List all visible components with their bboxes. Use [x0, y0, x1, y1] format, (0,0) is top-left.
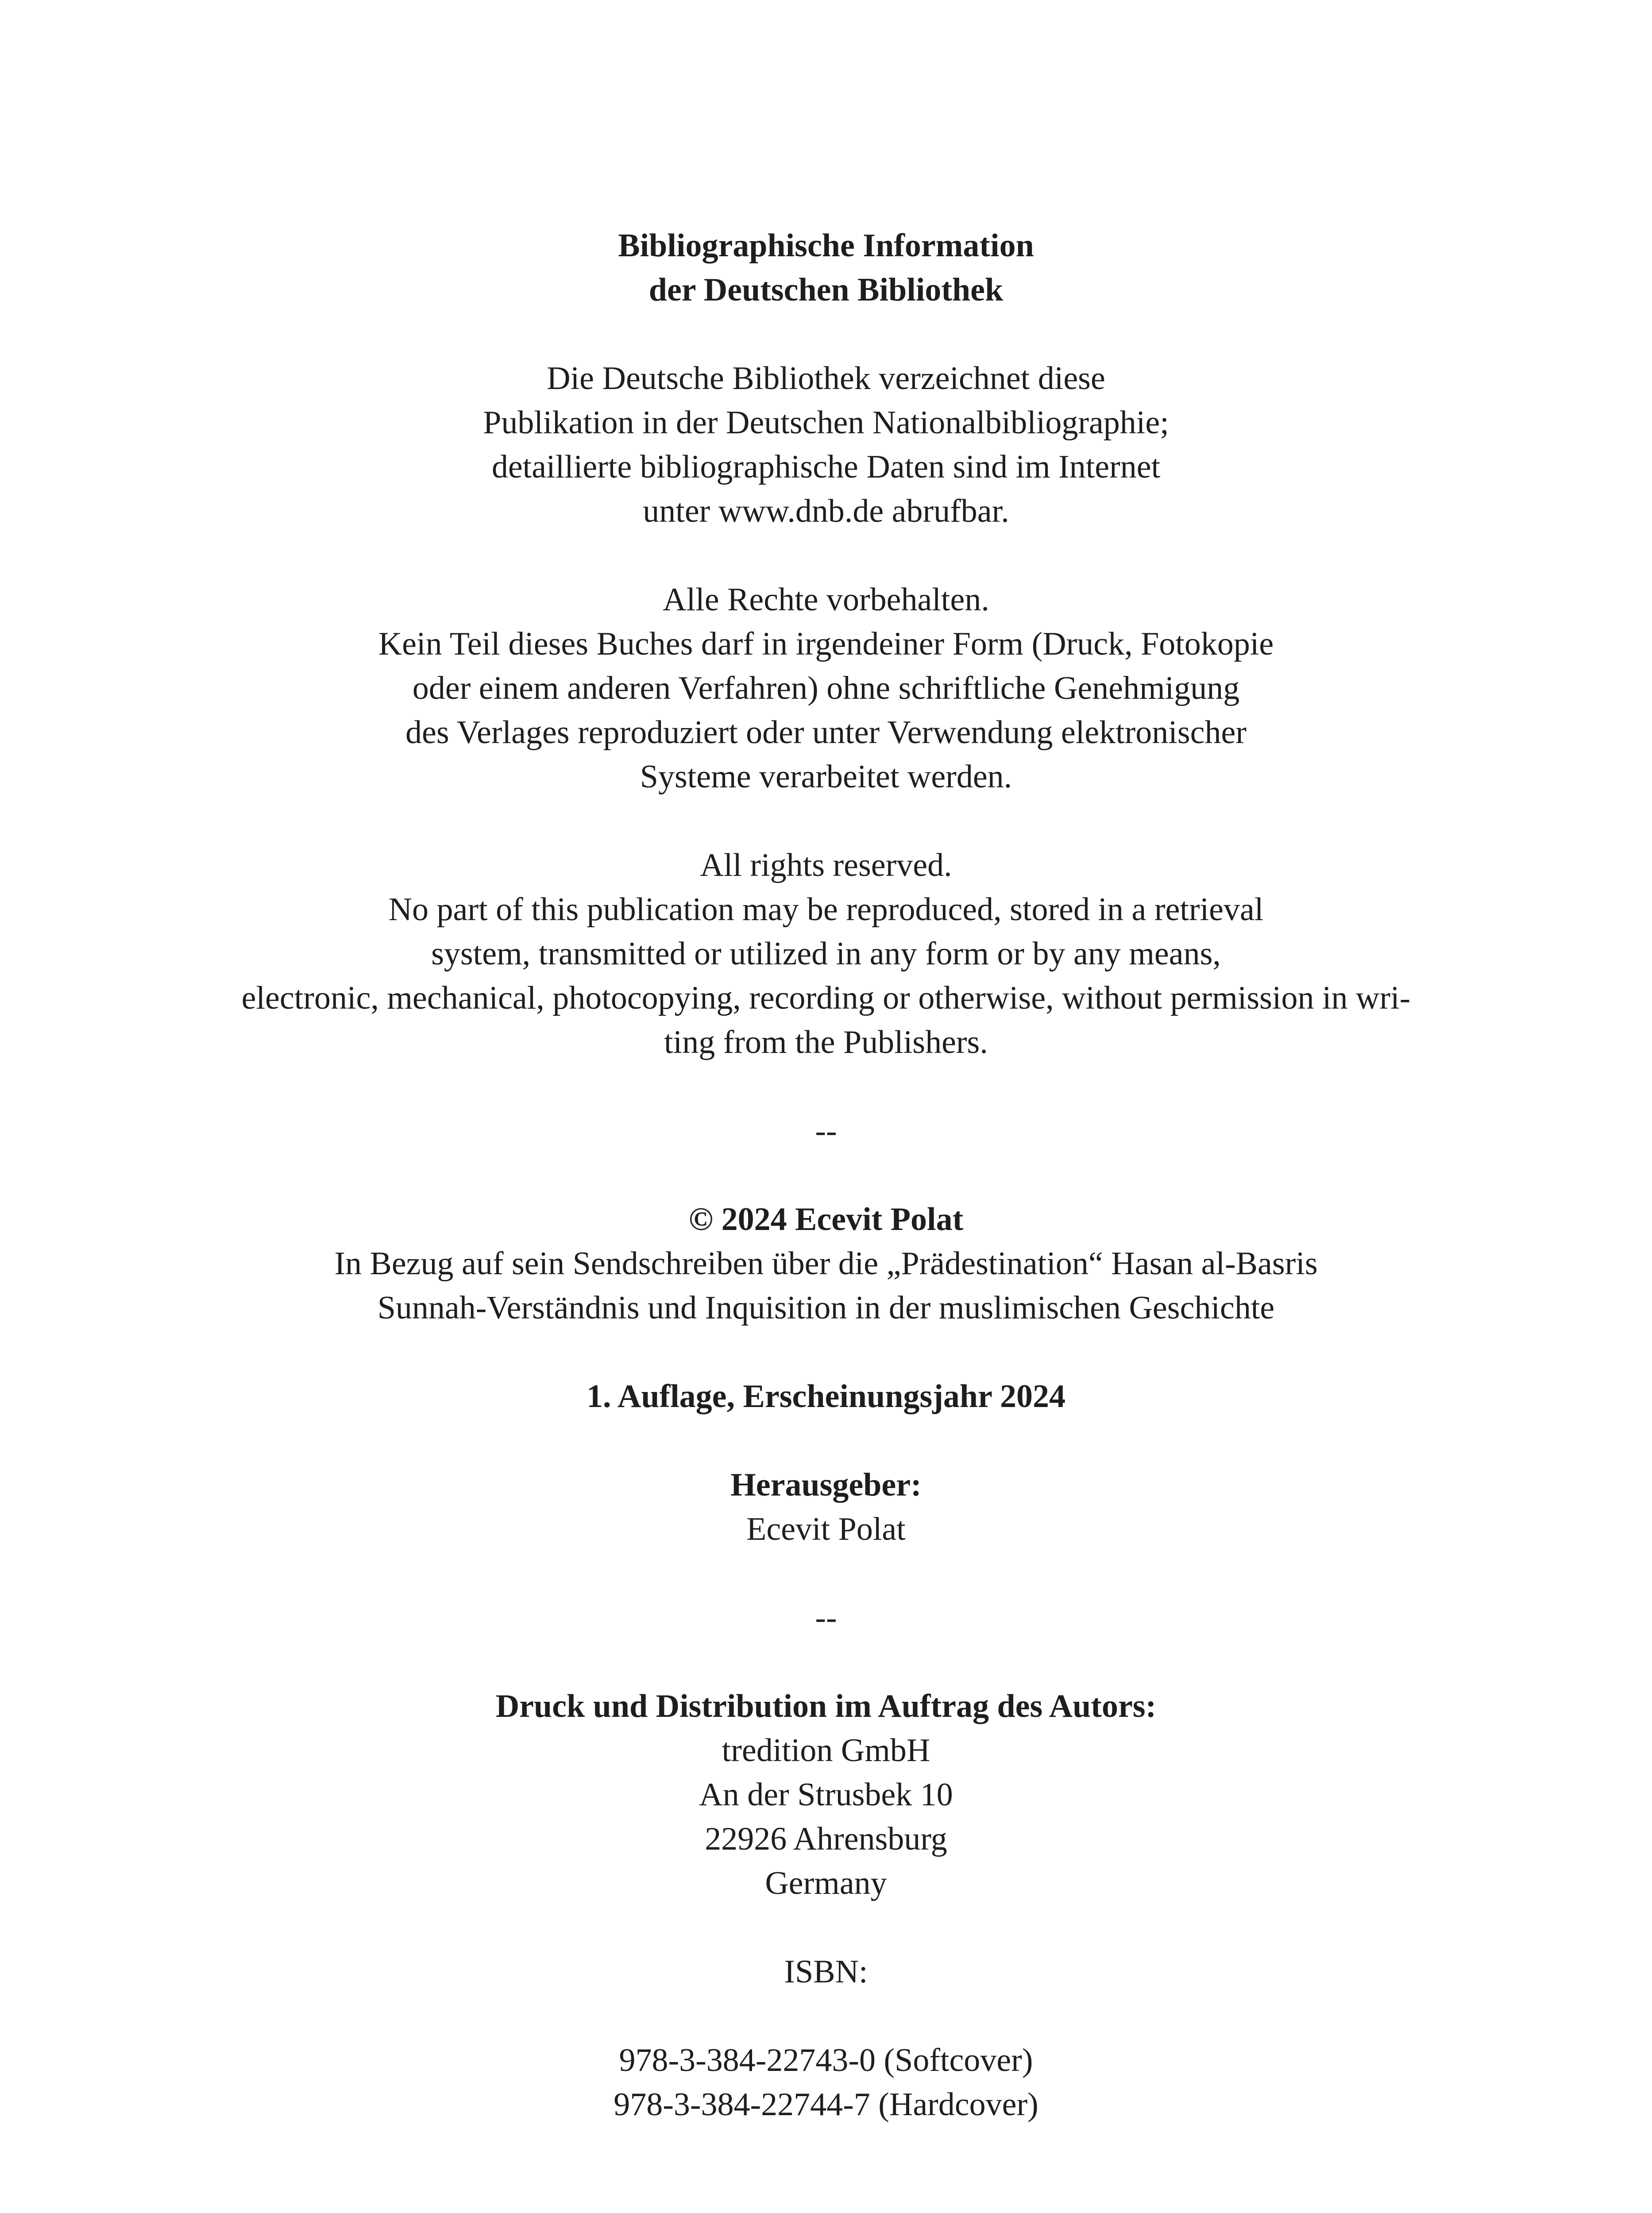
rights-english-line: electronic, mechanical, photocopying, recording or otherwise, without permission in wri- [241, 980, 1411, 1016]
bibliographic-notice-line: Die Deutsche Bibliothek verzeichnet diese [547, 360, 1105, 397]
rights-english [0, 843, 1652, 1064]
bibliographic-notice-line: unter www.dnb.de abrufbar. [643, 493, 1009, 529]
rights-english-line: ting from the Publishers. [664, 1024, 988, 1060]
copyright-line: © 2024 Ecevit Polat [688, 1201, 964, 1238]
bibliographic-notice-line: Publikation in der Deutschen Nationalbibliographie; [483, 405, 1169, 441]
bibliographic-section [0, 224, 1652, 312]
bibliographic-notice [0, 356, 1652, 533]
section-separator: -- [815, 1600, 837, 1636]
bibliographic-heading-line-2: der Deutschen Bibliothek [648, 272, 1004, 308]
isbn-numbers-section [0, 2038, 1652, 2127]
rights-english-line: No part of this publication may be reproduced, stored in a retrieval [388, 891, 1264, 928]
rights-german-line: Kein Teil dieses Buches darf in irgendeiner Form (Druck, Fotokopie [378, 626, 1274, 662]
isbn-label-section [0, 1950, 1652, 1994]
rights-english-line: All rights reserved. [700, 847, 952, 883]
book-title-line: Sunnah-Verständnis und Inquisition in der muslimischen Geschichte [377, 1290, 1275, 1326]
editor-name: Ecevit Polat [746, 1511, 906, 1547]
isbn-label: ISBN: [784, 1954, 868, 1990]
copyright-section [0, 1197, 1652, 1330]
rights-english-line: system, transmitted or utilized in any form or by any means, [431, 936, 1221, 972]
isbn-hardcover: 978-3-384-22744-7 (Hardcover) [614, 2086, 1038, 2123]
bibliographic-heading-line-1: Bibliographische Information [618, 227, 1034, 264]
address-line: An der Strusbek 10 [699, 1777, 953, 1813]
rights-german-line: Systeme verarbeitet werden. [640, 759, 1012, 795]
bibliographic-notice-line: detaillierte bibliographische Daten sind im Internet [491, 449, 1161, 485]
edition-section [0, 1374, 1652, 1419]
rights-german-line: des Verlages reproduziert oder unter Verwendung elektronischer [405, 714, 1247, 751]
isbn-softcover: 978-3-384-22743-0 (Softcover) [619, 2042, 1033, 2078]
rights-german-line: oder einem anderen Verfahren) ohne schriftliche Genehmigung [412, 670, 1240, 706]
address-line: tredition GmbH [722, 1732, 930, 1769]
address-line: Germany [765, 1865, 887, 1901]
editor-label: Herausgeber: [730, 1467, 922, 1503]
section-separator: -- [815, 1113, 837, 1149]
address-line: 22926 Ahrensburg [705, 1821, 947, 1857]
printing-label: Druck und Distribution im Auftrag des Autors: [495, 1688, 1157, 1724]
rights-german [0, 578, 1652, 799]
printing-section [0, 1684, 1652, 1905]
book-title-line: In Bezug auf sein Sendschreiben über die „Prädestination“ Hasan al-Basris [334, 1245, 1318, 1282]
edition-line: 1. Auflage, Erscheinungsjahr 2024 [586, 1378, 1066, 1415]
editor-section [0, 1463, 1652, 1551]
rights-german-line: Alle Rechte vorbehalten. [663, 582, 989, 618]
